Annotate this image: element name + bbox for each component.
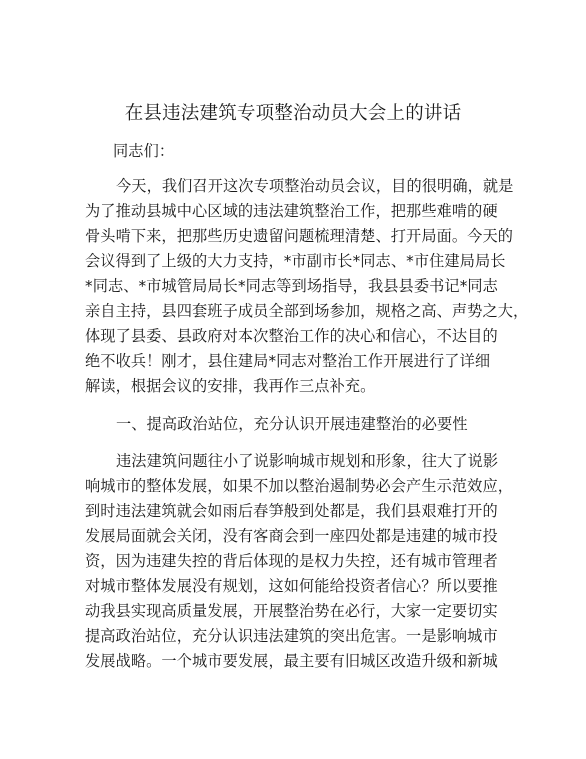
paragraph-line: 到时违法建筑就会如雨后春笋般到处都是，我们县艰难打开的	[85, 502, 498, 520]
paragraph-line: 响城市的整体发展，如果不加以整治遏制势必会产生示范效应，	[85, 477, 514, 495]
paragraph-line: 会议得到了上级的大力支持，*市副市长*同志、*市住建局局长	[85, 252, 506, 270]
paragraph-line: 解读，根据会议的安排，我再作三点补充。	[85, 377, 376, 395]
paragraph-line: 提高政治站位，充分认识违法建筑的突出危害。一是影响城市	[85, 627, 498, 645]
paragraph-line: 资，因为违建失控的背后体现的是权力失控，还有城市管理者	[85, 552, 498, 570]
paragraph-line: 今天，我们召开这次专项整治动员会议，目的很明确，就是	[116, 177, 514, 195]
paragraph-line: 违法建筑问题往小了说影响城市规划和形象，往大了说影	[116, 452, 499, 470]
paragraph-line: 亲自主持，县四套班子成员全部到场参加，规格之高、声势之大，	[85, 302, 529, 320]
paragraph-line: *同志、*市城管局局长*同志等到场指导，我县县委书记*同志	[85, 277, 498, 295]
salutation: 同志们：	[113, 142, 175, 160]
paragraph-line: 对城市整体发展没有规划，这如何能给投资者信心？所以要推	[85, 577, 498, 595]
paragraph-line: 骨头啃下来，把那些历史遗留问题梳理清楚、打开局面。今天的	[85, 227, 514, 245]
paragraph-line: 为了推动县城中心区域的违法建筑整治工作，把那些难啃的硬	[85, 202, 498, 220]
section-heading: 一、提高政治站位，充分认识开展违建整治的必要性	[116, 415, 468, 433]
paragraph-line: 绝不收兵！刚才，县住建局*同志对整治工作开展进行了详细	[85, 352, 491, 370]
paragraph-line: 发展局面就会关闭，没有客商会到一座四处都是违建的城市投	[85, 527, 498, 545]
document-title: 在县违法建筑专项整治动员大会上的讲话	[124, 103, 462, 124]
paragraph-line: 动我县实现高质量发展，开展整治势在必行，大家一定要切实	[85, 602, 498, 620]
paragraph-line: 体现了县委、县政府对本次整治工作的决心和信心，不达目的	[85, 327, 498, 345]
paragraph-line: 发展战略。一个城市要发展，最主要有旧城区改造升级和新城	[85, 652, 498, 670]
